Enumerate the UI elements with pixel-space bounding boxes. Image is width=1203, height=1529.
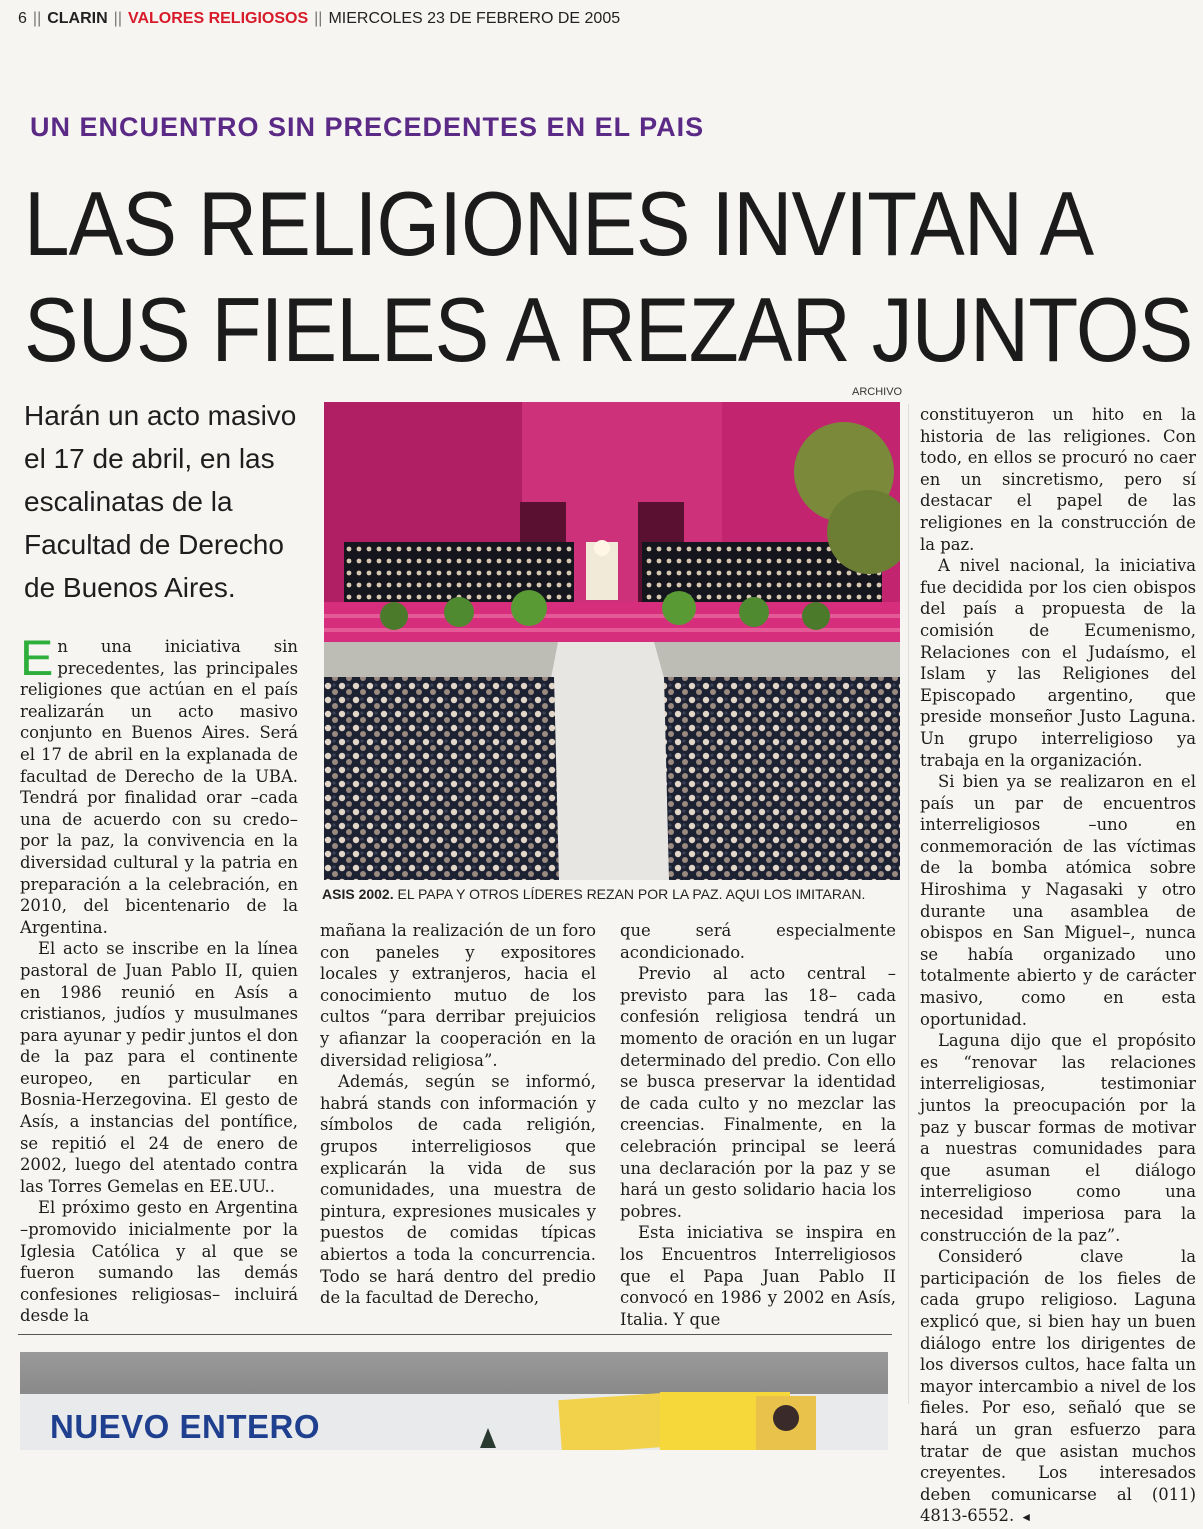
folio-line [18,8,620,30]
headline-line-2: SUS FIELES A REZAR JUNTOS [24,280,1193,381]
photo-credit: ARCHIVO [852,386,903,398]
folio-separator: || [32,10,42,27]
body-paragraph: Si bien ya se realizaron en el país un par de encuentros interreligiosos –uno en conmemoración de las víctimas de la bomba atómica sobre Hiroshima y Nagasaki y otro durante una asamblea de obispos en San Miguel–, nunca se había organizado uno totalmente abierto y de carácter masivo, como en esta oportunidad. [920,772,1196,1029]
ad-title: NUEVO ENTERO [50,1408,321,1445]
photo-caption [322,886,902,902]
drop-cap: E [20,630,54,686]
body-paragraph-continued: constituyeron un hito en la historia de las religiones. Con todo, en ellos se procuró no caer en un sincretismo, pero sí destacar el papel de las religiones en la construcción de la paz. [920,405,1196,554]
deck-subheading: Harán un acto masivo el 17 de abril, en las escalinatas de la Facultad de Derecho de Buenos Aires. [24,400,297,603]
body-paragraph: Además, según se informó, habrá stands con información y símbolos de cada religión, grupos interreligiosos que explicarán la vida de sus comunidades, una muestra de pintura, expresiones musicales y puestos de comidas típicas abiertos a toda la concurrencia. Todo se hará dentro del predio de la facultad de Derecho, [320,1072,596,1308]
headline-line-1: LAS RELIGIONES INVITAN A [24,174,1094,275]
article-column-1 [20,630,298,1326]
advertisement [20,1352,888,1450]
caption-lead: ASIS 2002. [322,886,394,902]
kicker: UN ENCUENTRO SIN PRECEDENTES EN EL PAIS [30,112,705,142]
article-column-4 [920,404,1196,1526]
body-paragraph: En una iniciativa sin precedentes, las principales religiones que actúan en el país realizarán un acto masivo conjunto en Buenos Aires. Será el 17 de abril en la explanada de facultad de Derecho de la UBA. Tendrá por finalidad orar –cada una de acuerdo con su credo– por la paz, la convivencia en la diversidad cultural y la patria en preparación a la celebración, en 2010, del bicentenario de la Argentina. [20,630,298,937]
caption-text: EL PAPA Y OTROS LÍDERES REZAN POR LA PAZ. AQUI LOS IMITARAN. [393,886,866,902]
assisi-ceremony-photo [324,402,900,880]
column-divider [908,404,909,1404]
article-photo [324,402,900,880]
section-name: VALORES RELIGIOSOS [127,10,309,27]
ad-stamps-illustration [460,1388,840,1450]
body-paragraph-continued: que será especialmente acondicionado. [620,921,896,962]
body-paragraph: Consideró clave la participación de los fieles de cada grupo religioso. Laguna explicó que, si bien hay un buen diálogo entre los dirigentes de los diversos cultos, hace falta un mayor intercambio a nivel de los fieles. Por eso, señaló que se hará un gran esfuerzo para tratar de que asistan muchos creyentes. Los interesados deben comunicarse al (011) 4813-6552. ◄ [920,1247,1196,1526]
body-paragraph: Esta iniciativa se inspira en los Encuentros Interreligiosos que el Papa Juan Pablo II convocó en 1986 y 2002 en Asís, Italia. Y que [620,1223,896,1329]
body-paragraph: Previo al acto central –previsto para las 18– cada confesión religiosa tendrá un momento de oración en un lugar determinado del predio. Con ello se busca preservar la identidad de cada culto y no mezclar las creencias. Finalmente, en la celebración principal se leerá una declaración por la paz y se hará un gesto solidario hacia los pobres. [620,964,896,1221]
page-number: 6 [18,10,27,27]
headline [24,172,1193,384]
body-paragraph: El próximo gesto en Argentina –promovido inicialmente por la Iglesia Católica y al que se fueron sumando las demás confesiones religiosas– incluirá desde la [20,1198,298,1326]
article-column-3 [620,920,896,1329]
folio-separator: || [113,10,122,27]
body-paragraph: Laguna dijo que el propósito es “renovar las relaciones interreligiosas, testimoniar juntos la preocupación por la paz y buscar formas de motivar a nuestras comunidades para que asuman el diálogo interreligioso como una necesidad imperiosa para la construcción de la paz”. [920,1031,1196,1245]
body-paragraph: El acto se inscribe en la línea pastoral de Juan Pablo II, quien en 1986 reunió en Asís a cristianos, judíos y musulmanes para ayunar y pedir juntos el don de la paz para el continente europeo, en particular en Bosnia-Herzegovina. El gesto de Asís, a instancias del pontífice, se repitió el 24 de enero de 2002, luego del atentado contra las Torres Gemelas en EE.UU.. [20,939,298,1196]
body-paragraph-continued: mañana la realización de un foro con paneles y expositores locales y extranjeros, hacia el conocimiento mutuo de los cultos “para derribar prejuicios y afianzar la cooperación en la diversidad religiosa”. [320,921,596,1070]
folio-separator: || [314,10,323,27]
issue-date: MIERCOLES 23 DE FEBRERO DE 2005 [328,10,621,27]
section-rule [18,1334,892,1335]
end-of-article-mark: ◄ [1020,1510,1033,1525]
newspaper-name: CLARIN [47,10,108,27]
article-column-2 [320,920,596,1308]
body-paragraph: A nivel nacional, la iniciativa fue decidida por los cien obispos del país a propuesta de la comisión de Ecumenismo, Relaciones con el Judaísmo, el Islam y las Religiones del Episcopado argentino, que preside monseñor Justo Laguna. Un grupo interreligioso ya trabaja en la organización. [920,556,1196,770]
